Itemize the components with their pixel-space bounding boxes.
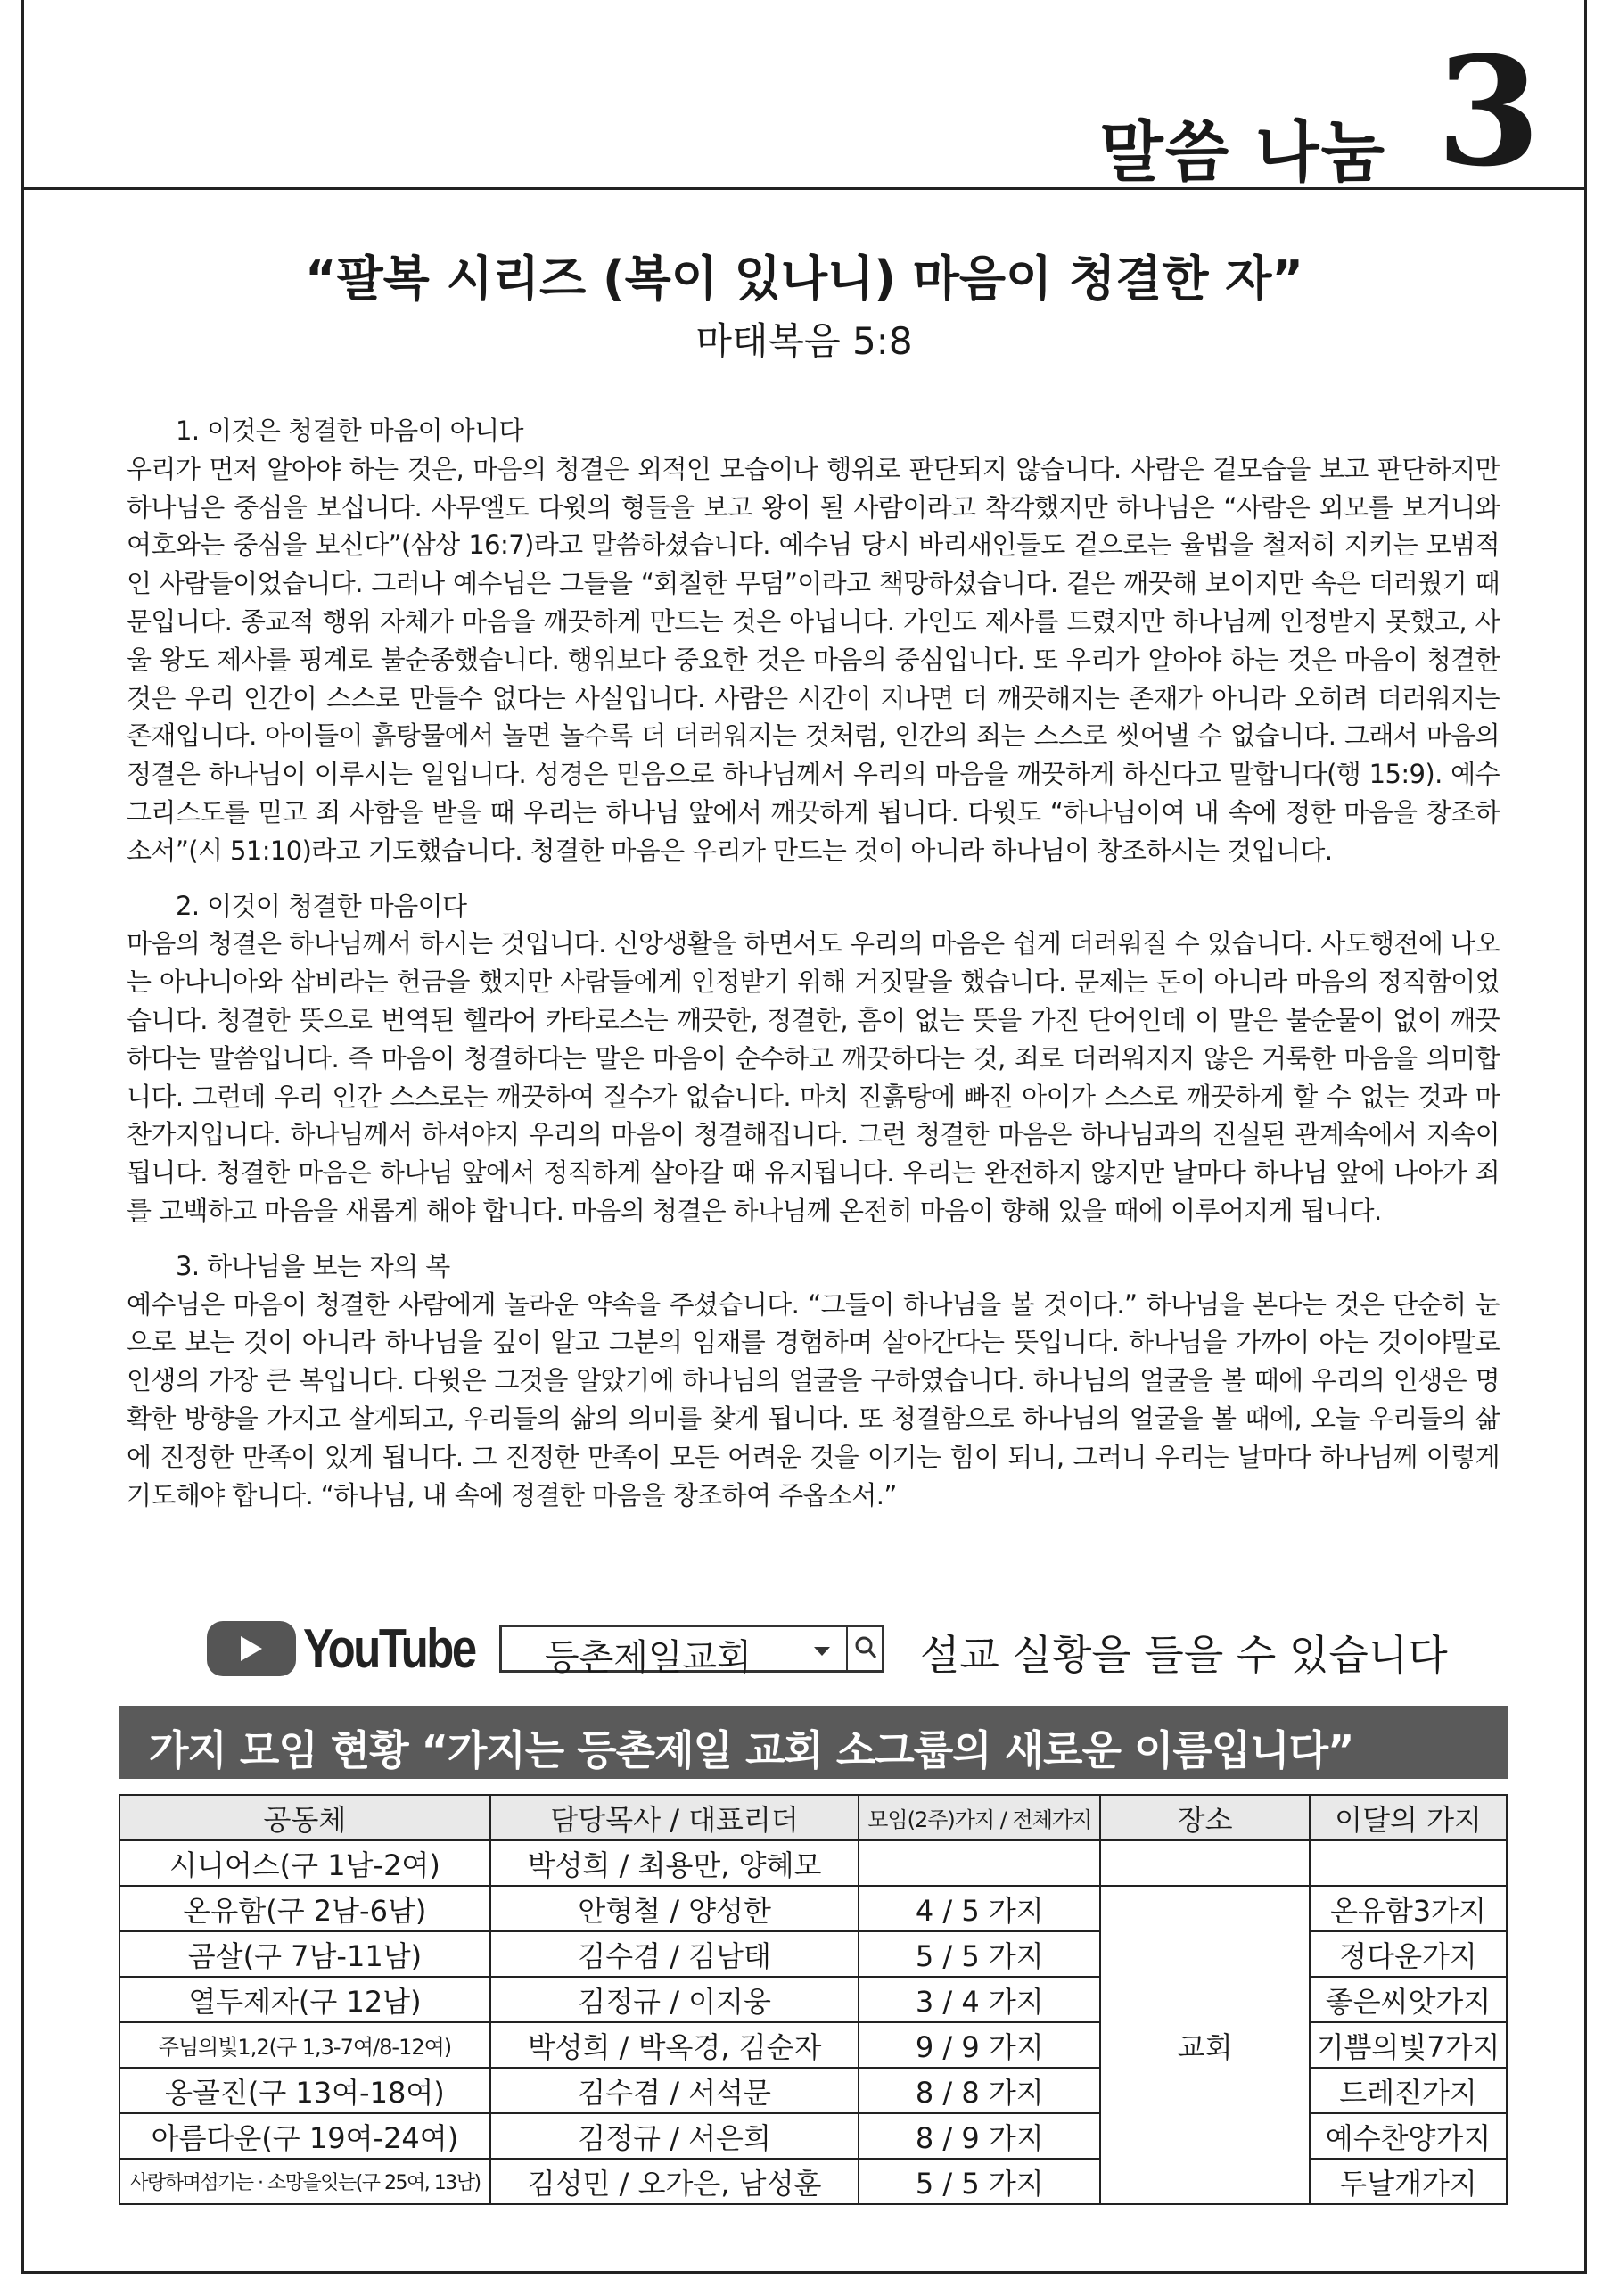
count-cell: 8 / 9 가지 — [859, 2113, 1100, 2159]
branch-cell: 온유함3가지 — [1310, 1886, 1507, 1931]
header-leader: 담당목사 / 대표리더 — [490, 1795, 859, 1840]
count-cell: 8 / 8 가지 — [859, 2068, 1100, 2113]
community-cell: 주님의빛1,2(구 1,3-7여/8-12여) — [119, 2022, 490, 2068]
leader-cell: 김수겸 / 서석문 — [490, 2068, 859, 2113]
section-text-1: 우리가 먼저 알아야 하는 것은, 마음의 청결은 외적인 모습이나 행위로 판단되지 않습니다. 사람은 겉모습을 보고 판단하지만 하나님은 중심을 보십니다. 사무엘도 다윗의 형들을 보고 왕이 될 사람이라고 착각했지만 하나님은 “사람은 외모를 보거니와 여호와는 중심을 보신다”(삼상 16:7)라고 말씀하셨습니다. 예수님 당시 바리새인들도 겉으로는 율법을 철저히 지키는 모범적인 사람들이었습니다. 그러나 예수님은 그들을 “회칠한 무덤”이라고 책망하셨습니다. 겉은 깨끗해 보이지만 속은 더러웠기 때문입니다. 종교적 행위 자체가 마음을 깨끗하게 만드는 것은 아닙니다. 가인도 제사를 드렸지만 하나님께 인정받지 못했고, 사울 왕도 제사를 핑계로 불순종했습니다. 행위보다 중요한 것은 마음의 중심입니다. 또 우리가 알아야 하는 것은 마음이 청결한 것은 우리 인간이 스스로 만들수 없다는 사실입니다. 사람은 시간이 지나면 더 깨끗해지는 존재가 아니라 오히려 더러워지는 존재입니다. 아이들이 흙탕물에서 놀면 놀수록 더 더러워지는 것처럼, 인간의 죄는 스스로 씻어낼 수 없습니다. 그래서 마음의 정결은 하나님이 이루시는 일입니다. 성경은 믿음으로 하나님께서 우리의 마음을 깨끗하게 하신다고 말합니다(행 15:9). 예수 그리스도를 믿고 죄 사함을 받을 때 우리는 하나님 앞에서 깨끗하게 됩니다. 다윗도 “하나님이여 내 속에 정한 마음을 창조하소서”(시 51:10)라고 기도했습니다. 청결한 마음은 우리가 만드는 것이 아니라 하나님이 창조하시는 것입니다. — [127, 453, 1500, 866]
search-value: 등촌제일교회 — [545, 1637, 752, 1678]
branch-cell: 정다운가지 — [1310, 1931, 1507, 1977]
branch-cell: 기쁨의빛7가지 — [1310, 2022, 1507, 2068]
header-divider — [21, 187, 1587, 190]
sermon-body — [127, 412, 1500, 1531]
table-header-row — [119, 1795, 1507, 1840]
leader-cell: 김정규 / 이지웅 — [490, 1977, 859, 2022]
search-icon — [853, 1634, 878, 1661]
branch-cell: 두날개가지 — [1310, 2159, 1507, 2204]
location-cell: 교회 — [1100, 1886, 1310, 2204]
community-cell: 옹골진(구 13여-18여) — [119, 2068, 490, 2113]
count-cell — [859, 1840, 1100, 1886]
count-cell: 9 / 9 가지 — [859, 2022, 1100, 2068]
table-row — [119, 1886, 1507, 1931]
page-header — [21, 0, 1587, 200]
header-branch: 이달의 가지 — [1310, 1795, 1507, 1840]
section-name: 말씀 나눔 — [1099, 114, 1386, 191]
banner-title: 가지 모임 현황 “가지는 등촌제일 교회 소그룹의 새로운 이름입니다” — [149, 1726, 1354, 1774]
section-heading-3: 3. 하나님을 보는 자의 복 — [176, 1250, 450, 1281]
youtube-play-icon[interactable] — [207, 1621, 296, 1676]
gathering-table — [119, 1794, 1508, 2205]
leader-cell: 박성희 / 최용만, 양혜모 — [490, 1840, 859, 1886]
leader-cell: 박성희 / 박옥경, 김순자 — [490, 2022, 859, 2068]
branch-cell: 예수찬양가지 — [1310, 2113, 1507, 2159]
community-cell: 온유함(구 2남-6남) — [119, 1886, 490, 1931]
leader-cell: 김정규 / 서은희 — [490, 2113, 859, 2159]
branch-cell: 좋은씨앗가지 — [1310, 1977, 1507, 2022]
scripture-reference: 마태복음 5:8 — [695, 319, 913, 363]
section-text-2: 마음의 청결은 하나님께서 하시는 것입니다. 신앙생활을 하면서도 우리의 마음은 쉽게 더러워질 수 있습니다. 사도행전에 나오는 아나니아와 삽비라는 헌금을 했지만 사람들에게 인정받기 위해 거짓말을 했습니다. 문제는 돈이 아니라 마음의 정직함이었습니다. 청결한 뜻으로 번역된 헬라어 카타로스는 깨끗한, 정결한, 흠이 없는 뜻을 가진 단어인데 이 말은 불순물이 없이 깨끗하다는 말씀입니다. 즉 마음이 청결하다는 말은 마음이 순수하고 깨끗하다는 것, 죄로 더러워지지 않은 거룩한 마음을 의미합니다. 그런데 우리 인간 스스로는 깨끗하여 질수가 없습니다. 마치 진흙탕에 빠진 아이가 스스로 깨끗하게 할 수 없는 것과 마찬가지입니다. 하나님께서 하셔야지 우리의 마음이 청결해집니다. 그런 청결한 마음은 하나님과의 진실된 관계속에서 지속이 됩니다. 청결한 마음은 하나님 앞에서 정직하게 살아갈 때 유지됩니다. 우리는 완전하지 않지만 날마다 하나님 앞에 나아가 죄를 고백하고 마음을 새롭게 해야 합니다. 마음의 청결은 하나님께 온전히 마음이 향해 있을 때에 이루어지게 됩니다. — [127, 928, 1500, 1226]
section-text-3: 예수님은 마음이 청결한 사람에게 놀라운 약속을 주셨습니다. “그들이 하나님을 볼 것이다.” 하나님을 본다는 것은 단순히 눈으로 보는 것이 아니라 하나님을 깊이 알고 그분의 임재를 경험하며 살아간다는 뜻입니다. 하나님을 가까이 아는 것이야말로 인생의 가장 큰 복입니다. 다윗은 그것을 알았기에 하나님의 얼굴을 구하였습니다. 하나님의 얼굴을 볼 때에 우리의 인생은 명확한 방향을 가지고 살게되고, 우리들의 삶의 의미를 찾게 됩니다. 또 청결함으로 하나님의 얼굴을 볼 때에, 오늘 우리들의 삶에 진정한 만족이 있게 됩니다. 그 진정한 만족이 모든 어려운 것을 이기는 힘이 되니, 그러니 우리는 날마다 하나님께 이렇게 기도해야 합니다. “하나님, 내 속에 정결한 마음을 창조하여 주옵소서.” — [127, 1288, 1500, 1510]
page-number: 3 — [1436, 23, 1541, 200]
header-community: 공동체 — [119, 1795, 490, 1840]
header-count: 모임(2주)가지 / 전체가지 — [859, 1795, 1100, 1840]
count-cell: 4 / 5 가지 — [859, 1886, 1100, 1931]
count-cell: 5 / 5 가지 — [859, 1931, 1100, 1977]
section-heading-1: 1. 이것은 청결한 마음이 아니다 — [176, 416, 523, 446]
sermon-title: “팔복 시리즈 (복이 있나니) 마음이 청결한 자” — [305, 251, 1303, 307]
community-cell: 열두제자(구 12남) — [119, 1977, 490, 2022]
community-cell: 아름다운(구 19여-24여) — [119, 2113, 490, 2159]
branch-cell: 드레진가지 — [1310, 2068, 1507, 2113]
branch-cell — [1310, 1840, 1507, 1886]
table-row — [119, 1840, 1507, 1886]
leader-cell: 안형철 / 양성한 — [490, 1886, 859, 1931]
community-cell: 시니어스(구 1남-2여) — [119, 1840, 490, 1886]
location-cell-empty — [1100, 1840, 1310, 1886]
youtube-promo — [207, 1612, 1455, 1683]
youtube-wordmark: YouTube — [303, 1618, 475, 1680]
leader-cell: 김성민 / 오가은, 남성훈 — [490, 2159, 859, 2204]
count-cell: 5 / 5 가지 — [859, 2159, 1100, 2204]
youtube-caption: 설교 실황을 들을 수 있습니다 — [920, 1631, 1448, 1679]
community-cell: 곰살(구 7남-11남) — [119, 1931, 490, 1977]
leader-cell: 김수겸 / 김남태 — [490, 1931, 859, 1977]
search-input[interactable] — [499, 1625, 884, 1678]
section-heading-2: 2. 이것이 청결한 마음이다 — [176, 890, 467, 921]
dropdown-arrow-icon[interactable] — [814, 1647, 830, 1656]
community-cell: 사랑하며섬기는 · 소망을잇는(구 25여, 13남) — [119, 2159, 490, 2204]
gathering-banner — [119, 1706, 1508, 1779]
header-location: 장소 — [1100, 1795, 1310, 1840]
search-button[interactable] — [846, 1627, 884, 1670]
count-cell: 3 / 4 가지 — [859, 1977, 1100, 2022]
